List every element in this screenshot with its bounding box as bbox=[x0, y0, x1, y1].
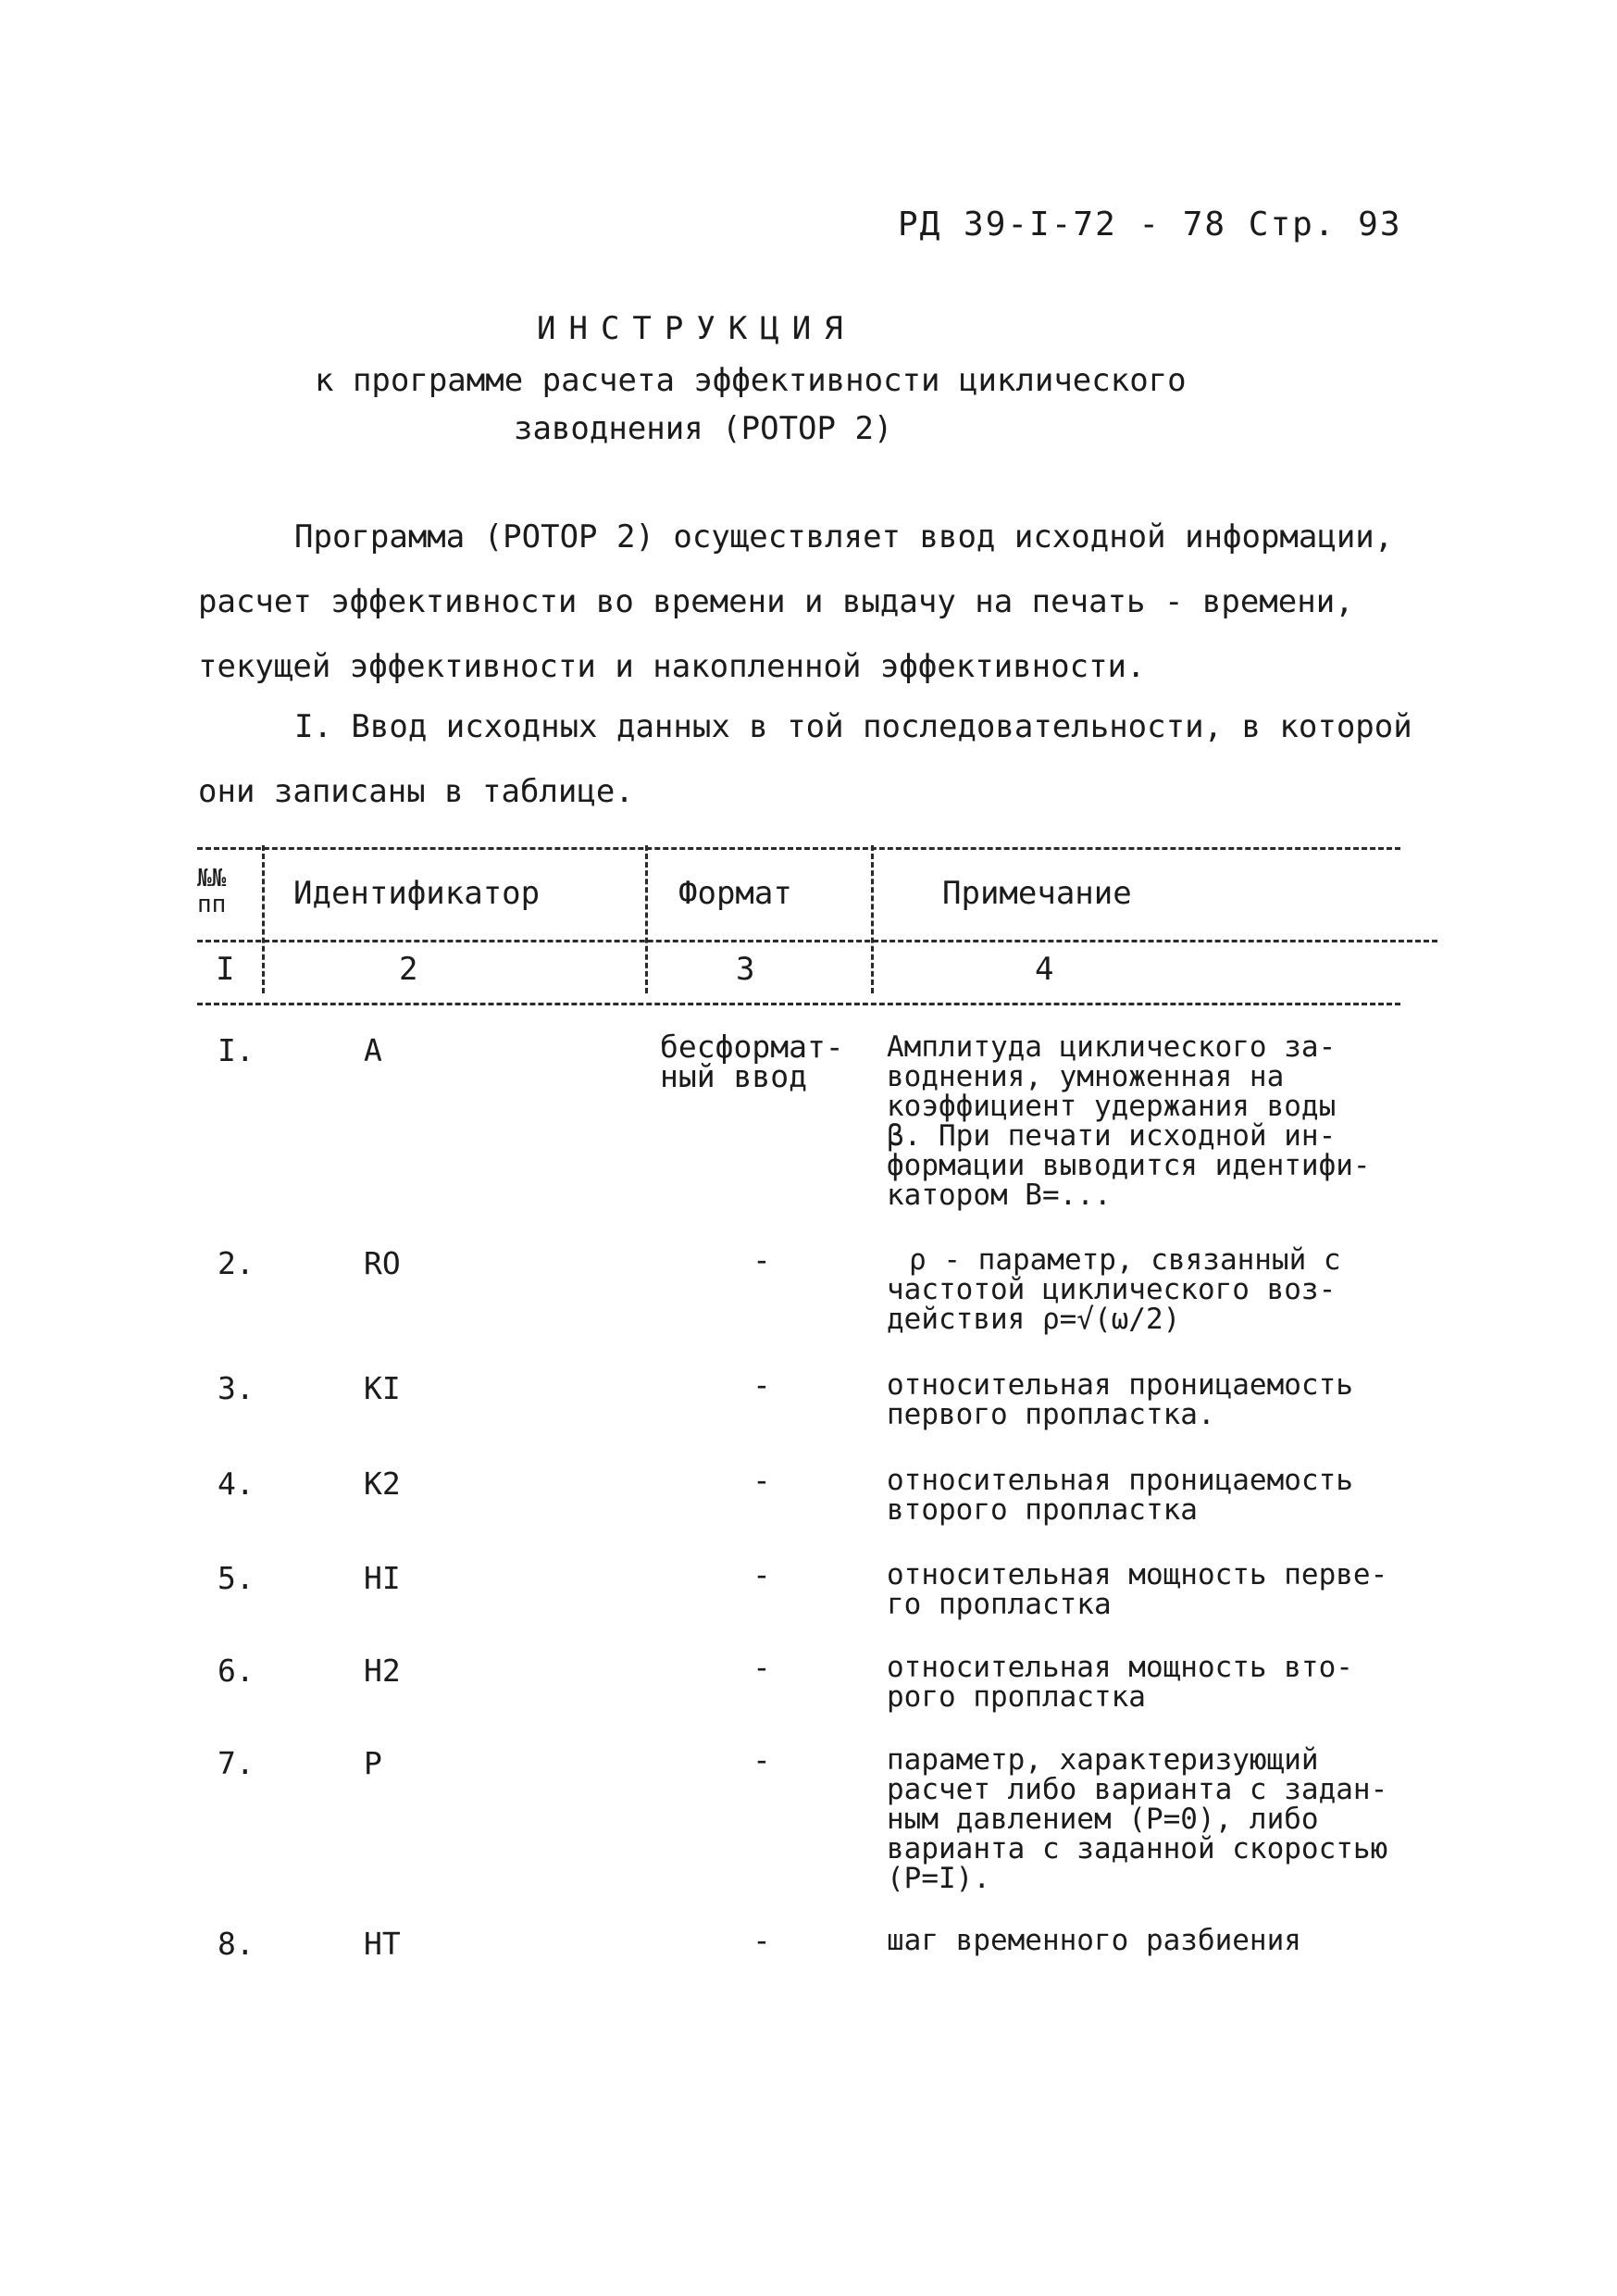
row-note bbox=[887, 1653, 1424, 1712]
row-number: 7. bbox=[218, 1745, 255, 1781]
row-note-line: коэффициент удержания воды bbox=[887, 1090, 1337, 1123]
header-identifier: Идентификатор bbox=[293, 875, 541, 912]
table-top-rule bbox=[197, 847, 1400, 850]
row-identifier: HT bbox=[364, 1926, 401, 1962]
colnum-2: 2 bbox=[399, 951, 418, 988]
table-col-separator bbox=[262, 845, 265, 993]
section-1-line: I. Ввод исходных данных в той последовательности, в которой bbox=[294, 708, 1412, 745]
intro-line: Программа (РОТОР 2) осуществляет ввод исходной информации, bbox=[294, 518, 1394, 555]
title-subtitle-line2: заводнения (РОТОР 2) bbox=[514, 410, 893, 447]
row-note-line: ным давлением (P=0), либо bbox=[887, 1803, 1319, 1836]
row-format: - bbox=[753, 1741, 771, 1778]
row-format: - bbox=[753, 1242, 771, 1278]
header-num bbox=[197, 866, 226, 917]
row-number: 2. bbox=[218, 1245, 255, 1281]
section-1-line: они записаны в таблице. bbox=[198, 773, 634, 810]
row-note bbox=[887, 1245, 1424, 1334]
row-format-line: ный ввод bbox=[660, 1058, 807, 1094]
colnum-3: 3 bbox=[736, 951, 755, 988]
section-1-paragraph-cont bbox=[198, 759, 634, 824]
row-note-line: (P=I). bbox=[887, 1862, 990, 1895]
row-identifier: HI bbox=[364, 1560, 401, 1596]
table-header-rule bbox=[197, 940, 1437, 942]
row-note-line: го пропластка bbox=[887, 1588, 1112, 1621]
row-note-line: формации выводится идентифи- bbox=[887, 1149, 1371, 1182]
row-identifier: P bbox=[364, 1745, 382, 1781]
intro-paragraph-cont bbox=[198, 569, 1354, 699]
intro-line: текущей эффективности и накопленной эффективности. bbox=[198, 648, 1146, 685]
row-number: 6. bbox=[218, 1653, 255, 1689]
row-number: I. bbox=[218, 1032, 255, 1068]
colnum-1: I bbox=[216, 951, 235, 988]
row-format: - bbox=[753, 1556, 771, 1592]
table-col-separator bbox=[645, 845, 648, 993]
intro-paragraph bbox=[294, 505, 1393, 569]
header-num-line2: пп bbox=[197, 891, 227, 918]
row-number: 4. bbox=[218, 1466, 255, 1502]
row-note-line: Амплитуда циклического за- bbox=[887, 1030, 1337, 1064]
row-note-line: второго пропластка bbox=[887, 1493, 1198, 1527]
row-note bbox=[887, 1466, 1424, 1525]
row-format: - bbox=[753, 1366, 771, 1403]
document-reference: РД 39-I-72 - 78 Стр. 93 bbox=[898, 206, 1402, 243]
row-note-line: воднения, умноженная на bbox=[887, 1060, 1285, 1093]
row-identifier: K2 bbox=[364, 1466, 401, 1502]
row-note bbox=[887, 1032, 1424, 1210]
header-format: Формат bbox=[678, 875, 792, 912]
row-identifier: H2 bbox=[364, 1653, 401, 1689]
row-note-line: ρ - параметр, связанный с bbox=[909, 1243, 1341, 1277]
row-note bbox=[887, 1745, 1424, 1893]
table-col-separator bbox=[871, 845, 874, 993]
row-note bbox=[887, 1560, 1424, 1619]
title-subtitle-line1: к программе расчета эффективности циклического bbox=[315, 362, 1187, 399]
header-note: Примечание bbox=[942, 875, 1132, 912]
row-note-line: частотой циклического воз- bbox=[887, 1273, 1337, 1306]
row-identifier: KI bbox=[364, 1370, 401, 1406]
row-note bbox=[887, 1370, 1424, 1429]
row-note-line: шаг временного разбиения bbox=[887, 1924, 1301, 1957]
row-note-line: относительная проницаемость bbox=[887, 1368, 1353, 1402]
row-identifier: RO bbox=[364, 1245, 401, 1281]
table-colnum-rule bbox=[197, 1003, 1400, 1005]
colnum-4: 4 bbox=[1035, 951, 1054, 988]
row-number: 8. bbox=[218, 1926, 255, 1962]
row-note-line: параметр, характеризующий bbox=[887, 1743, 1319, 1777]
page-title: ИНСТРУКЦИЯ bbox=[537, 310, 856, 347]
row-format bbox=[660, 1029, 844, 1094]
section-1-paragraph bbox=[294, 694, 1412, 759]
row-identifier: A bbox=[364, 1032, 382, 1068]
row-note bbox=[887, 1926, 1424, 1955]
row-number: 5. bbox=[218, 1560, 255, 1596]
row-note-line: относительная мощность вто- bbox=[887, 1651, 1353, 1684]
row-number: 3. bbox=[218, 1370, 255, 1406]
row-note-line: катором B=... bbox=[887, 1179, 1112, 1212]
row-format: - bbox=[753, 1462, 771, 1498]
row-format-line: бесформат- bbox=[660, 1029, 844, 1065]
row-note-line: рого пропластка bbox=[887, 1680, 1146, 1714]
header-num-line1: №№ bbox=[197, 865, 227, 892]
row-note-line: расчет либо варианта с задан- bbox=[887, 1773, 1388, 1806]
row-note-line: первого пропластка. bbox=[887, 1398, 1215, 1431]
row-note-line: относительная мощность перве- bbox=[887, 1558, 1388, 1591]
row-format: - bbox=[753, 1649, 771, 1685]
row-note-line: варианта с заданной скоростью bbox=[887, 1832, 1388, 1866]
row-format: - bbox=[753, 1922, 771, 1958]
row-note-line: β. При печати исходной ин- bbox=[887, 1119, 1337, 1153]
row-note-line: действия ρ=√(ω/2) bbox=[887, 1303, 1181, 1336]
intro-line: расчет эффективности во времени и выдачу на печать - времени, bbox=[198, 583, 1354, 620]
row-note-line: относительная проницаемость bbox=[887, 1464, 1353, 1497]
